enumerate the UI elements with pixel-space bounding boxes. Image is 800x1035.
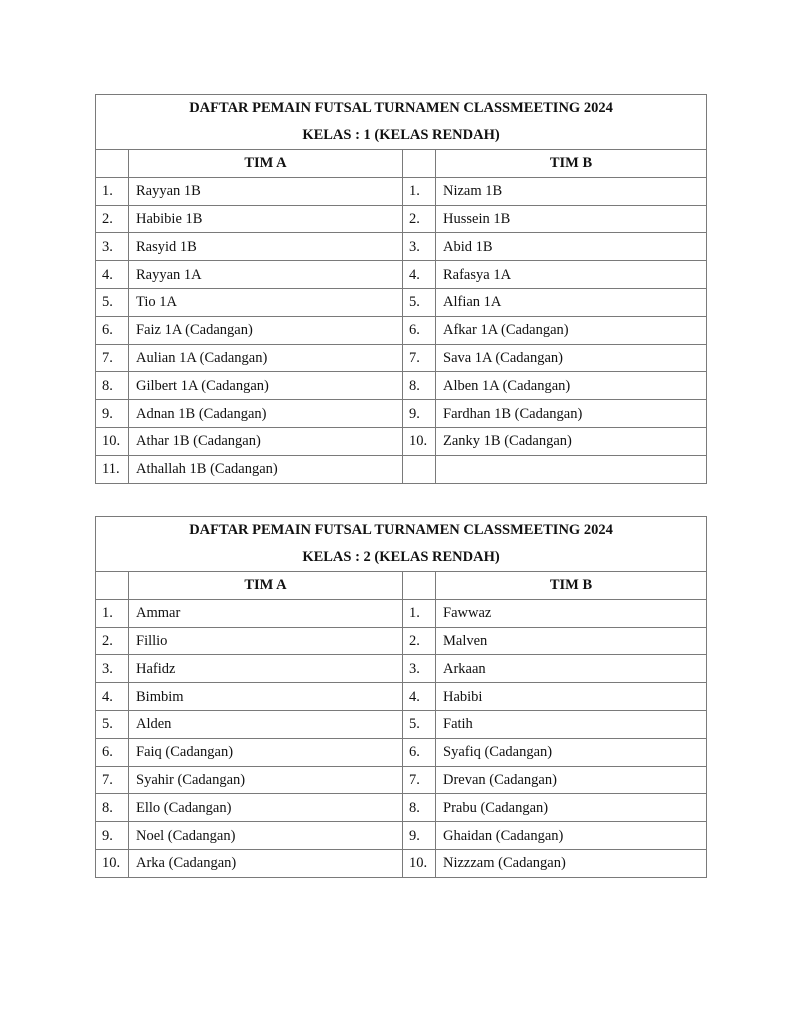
player-row — [96, 599, 707, 627]
team-header-row — [96, 572, 707, 600]
team-b-player-name: Habibi — [436, 683, 707, 711]
team-b-player-number: 7. — [403, 766, 436, 794]
team-b-player-name: Hussein 1B — [436, 205, 707, 233]
team-a-player-number: 10. — [96, 849, 129, 877]
player-row — [96, 849, 707, 877]
team-a-player-name: Fillio — [129, 627, 403, 655]
team-b-player-name: Arkaan — [436, 655, 707, 683]
team-b-player-name: Alfian 1A — [436, 288, 707, 316]
team-a-player-number: 3. — [96, 655, 129, 683]
roster-table-kelas-1 — [95, 94, 707, 484]
table-title-row — [96, 95, 707, 150]
player-row — [96, 427, 707, 455]
player-row — [96, 822, 707, 850]
team-a-player-number: 5. — [96, 710, 129, 738]
team-a-player-number: 5. — [96, 288, 129, 316]
team-b-player-name — [436, 455, 707, 483]
team-b-player-name: Sava 1A (Cadangan) — [436, 344, 707, 372]
team-b-player-number: 5. — [403, 288, 436, 316]
team-a-player-number: 1. — [96, 177, 129, 205]
team-a-player-name: Rayyan 1A — [129, 261, 403, 289]
team-b-player-number: 3. — [403, 233, 436, 261]
team-b-player-name: Malven — [436, 627, 707, 655]
team-b-player-name: Prabu (Cadangan) — [436, 794, 707, 822]
team-b-player-name: Nizzzam (Cadangan) — [436, 849, 707, 877]
table-title-row — [96, 517, 707, 572]
team-b-player-number: 10. — [403, 849, 436, 877]
player-row — [96, 316, 707, 344]
team-a-player-number: 6. — [96, 316, 129, 344]
team-b-player-name: Fatih — [436, 710, 707, 738]
team-b-player-number: 9. — [403, 822, 436, 850]
player-row — [96, 794, 707, 822]
team-b-player-number: 2. — [403, 627, 436, 655]
team-b-player-name: Fawwaz — [436, 599, 707, 627]
table-subtitle: KELAS : 1 (KELAS RENDAH) — [302, 127, 500, 143]
team-a-player-name: Faiq (Cadangan) — [129, 738, 403, 766]
team-a-player-number: 3. — [96, 233, 129, 261]
player-row — [96, 400, 707, 428]
player-row — [96, 261, 707, 289]
team-a-player-number: 8. — [96, 794, 129, 822]
header-number-cell-a — [96, 150, 129, 178]
team-a-player-name: Hafidz — [129, 655, 403, 683]
team-a-player-name: Syahir (Cadangan) — [129, 766, 403, 794]
team-a-player-name: Bimbim — [129, 683, 403, 711]
team-a-player-number: 2. — [96, 627, 129, 655]
team-a-player-number: 6. — [96, 738, 129, 766]
team-b-player-number: 8. — [403, 372, 436, 400]
player-row — [96, 372, 707, 400]
team-b-player-name: Nizam 1B — [436, 177, 707, 205]
team-b-header: TIM B — [436, 572, 707, 600]
table-title: DAFTAR PEMAIN FUTSAL TURNAMEN CLASSMEETING 2024 — [189, 522, 613, 538]
team-b-player-name: Zanky 1B (Cadangan) — [436, 427, 707, 455]
team-a-player-number: 11. — [96, 455, 129, 483]
player-row — [96, 683, 707, 711]
roster-table-kelas-2 — [95, 516, 707, 878]
team-a-player-number: 9. — [96, 400, 129, 428]
team-a-player-name: Rasyid 1B — [129, 233, 403, 261]
table-subtitle: KELAS : 2 (KELAS RENDAH) — [302, 549, 500, 565]
team-b-player-number: 5. — [403, 710, 436, 738]
team-b-header: TIM B — [436, 150, 707, 178]
team-a-player-name: Rayyan 1B — [129, 177, 403, 205]
table-title: DAFTAR PEMAIN FUTSAL TURNAMEN CLASSMEETING 2024 — [189, 100, 613, 116]
team-a-player-number: 9. — [96, 822, 129, 850]
team-b-player-name: Afkar 1A (Cadangan) — [436, 316, 707, 344]
team-header-row — [96, 150, 707, 178]
team-b-player-number: 1. — [403, 177, 436, 205]
team-b-player-name: Drevan (Cadangan) — [436, 766, 707, 794]
player-row — [96, 655, 707, 683]
team-b-player-number: 6. — [403, 738, 436, 766]
player-row — [96, 233, 707, 261]
team-a-player-name: Adnan 1B (Cadangan) — [129, 400, 403, 428]
team-b-player-number: 3. — [403, 655, 436, 683]
team-a-player-name: Ammar — [129, 599, 403, 627]
player-row — [96, 738, 707, 766]
team-b-player-name: Abid 1B — [436, 233, 707, 261]
team-a-player-number: 2. — [96, 205, 129, 233]
team-a-player-number: 8. — [96, 372, 129, 400]
team-a-player-name: Athar 1B (Cadangan) — [129, 427, 403, 455]
header-number-cell-b — [403, 150, 436, 178]
team-a-player-name: Aulian 1A (Cadangan) — [129, 344, 403, 372]
team-b-player-number: 9. — [403, 400, 436, 428]
team-b-player-number: 8. — [403, 794, 436, 822]
player-row — [96, 288, 707, 316]
team-a-player-name: Ello (Cadangan) — [129, 794, 403, 822]
team-b-player-number: 7. — [403, 344, 436, 372]
team-a-player-name: Tio 1A — [129, 288, 403, 316]
team-a-player-number: 1. — [96, 599, 129, 627]
team-b-player-number: 4. — [403, 683, 436, 711]
team-a-player-name: Faiz 1A (Cadangan) — [129, 316, 403, 344]
team-a-player-number: 7. — [96, 766, 129, 794]
team-a-player-number: 10. — [96, 427, 129, 455]
team-b-player-name: Rafasya 1A — [436, 261, 707, 289]
team-b-player-name: Fardhan 1B (Cadangan) — [436, 400, 707, 428]
team-a-player-number: 4. — [96, 683, 129, 711]
team-b-player-name: Ghaidan (Cadangan) — [436, 822, 707, 850]
team-a-player-name: Gilbert 1A (Cadangan) — [129, 372, 403, 400]
team-a-player-name: Athallah 1B (Cadangan) — [129, 455, 403, 483]
team-a-player-name: Noel (Cadangan) — [129, 822, 403, 850]
team-b-player-name: Alben 1A (Cadangan) — [436, 372, 707, 400]
table-title-cell — [96, 517, 707, 572]
header-number-cell-a — [96, 572, 129, 600]
team-a-header: TIM A — [129, 150, 403, 178]
team-a-player-name: Habibie 1B — [129, 205, 403, 233]
header-number-cell-b — [403, 572, 436, 600]
player-row — [96, 766, 707, 794]
team-b-player-number: 4. — [403, 261, 436, 289]
team-a-player-name: Arka (Cadangan) — [129, 849, 403, 877]
player-row — [96, 205, 707, 233]
table-title-cell — [96, 95, 707, 150]
team-a-header: TIM A — [129, 572, 403, 600]
team-b-player-number: 10. — [403, 427, 436, 455]
team-b-player-number: 6. — [403, 316, 436, 344]
player-row — [96, 455, 707, 483]
team-a-player-name: Alden — [129, 710, 403, 738]
team-b-player-number — [403, 455, 436, 483]
player-row — [96, 344, 707, 372]
team-b-player-name: Syafiq (Cadangan) — [436, 738, 707, 766]
team-b-player-number: 1. — [403, 599, 436, 627]
player-row — [96, 177, 707, 205]
player-row — [96, 710, 707, 738]
team-b-player-number: 2. — [403, 205, 436, 233]
team-a-player-number: 7. — [96, 344, 129, 372]
team-a-player-number: 4. — [96, 261, 129, 289]
player-row — [96, 627, 707, 655]
